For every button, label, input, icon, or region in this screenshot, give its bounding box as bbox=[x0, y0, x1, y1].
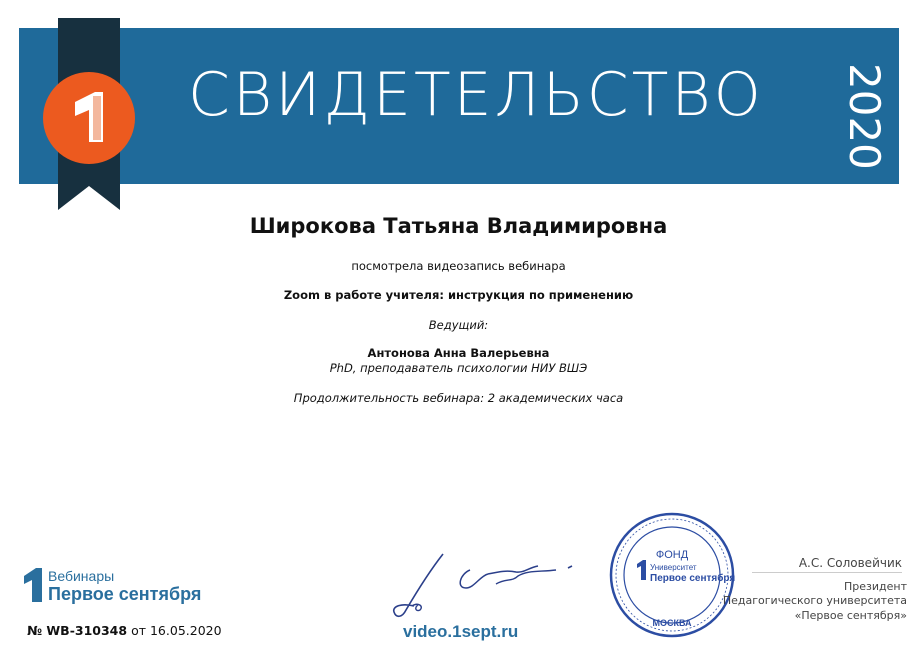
recipient-name: Широкова Татьяна Владимировна bbox=[249, 214, 668, 238]
signer-divider bbox=[752, 572, 902, 573]
brand-logo-icon bbox=[22, 566, 44, 608]
number-label: № WB-310348 bbox=[27, 623, 128, 638]
host-name: Антонова Анна Валерьевна bbox=[367, 346, 550, 360]
certificate-year bbox=[829, 63, 889, 170]
signer-role-line: «Первое сентября» bbox=[794, 608, 907, 622]
host-label: Ведущий: bbox=[428, 318, 489, 332]
webinar-duration: Продолжительность вебинара: 2 академических часа bbox=[293, 391, 624, 405]
brand-small: Вебинары bbox=[48, 568, 115, 584]
signature bbox=[388, 548, 598, 627]
seal-name-line2: Первое сентября bbox=[650, 573, 736, 584]
year-text: 2020 bbox=[840, 63, 889, 170]
host-title: PhD, преподаватель психологии НИУ ВШЭ bbox=[329, 361, 588, 375]
seal-city: МОСКВА bbox=[652, 618, 692, 628]
signer-role bbox=[717, 580, 907, 623]
issue-date: от 16.05.2020 bbox=[131, 623, 222, 638]
action-text: посмотрела видеозапись вебинара bbox=[351, 259, 566, 273]
seal-fund: ФОНД bbox=[655, 549, 689, 561]
certificate-number bbox=[27, 623, 222, 638]
webinar-topic: Zoom в работе учителя: инструкция по применению bbox=[283, 288, 634, 302]
signer-role-line: Педагогического университета bbox=[722, 594, 907, 608]
ribbon-notch bbox=[58, 186, 120, 210]
official-seal bbox=[607, 510, 737, 645]
signer-name: А.С. Соловейчик bbox=[798, 556, 902, 570]
number-one-book-icon bbox=[43, 72, 135, 164]
seal-name-line1: Университет bbox=[650, 563, 697, 572]
brand-big: Первое сентября bbox=[48, 584, 202, 604]
signer-role-line: Президент bbox=[844, 580, 907, 593]
website-link[interactable]: video.1sept.ru bbox=[403, 622, 519, 641]
certificate-title: СВИДЕТЕЛЬСТВО bbox=[188, 60, 764, 130]
